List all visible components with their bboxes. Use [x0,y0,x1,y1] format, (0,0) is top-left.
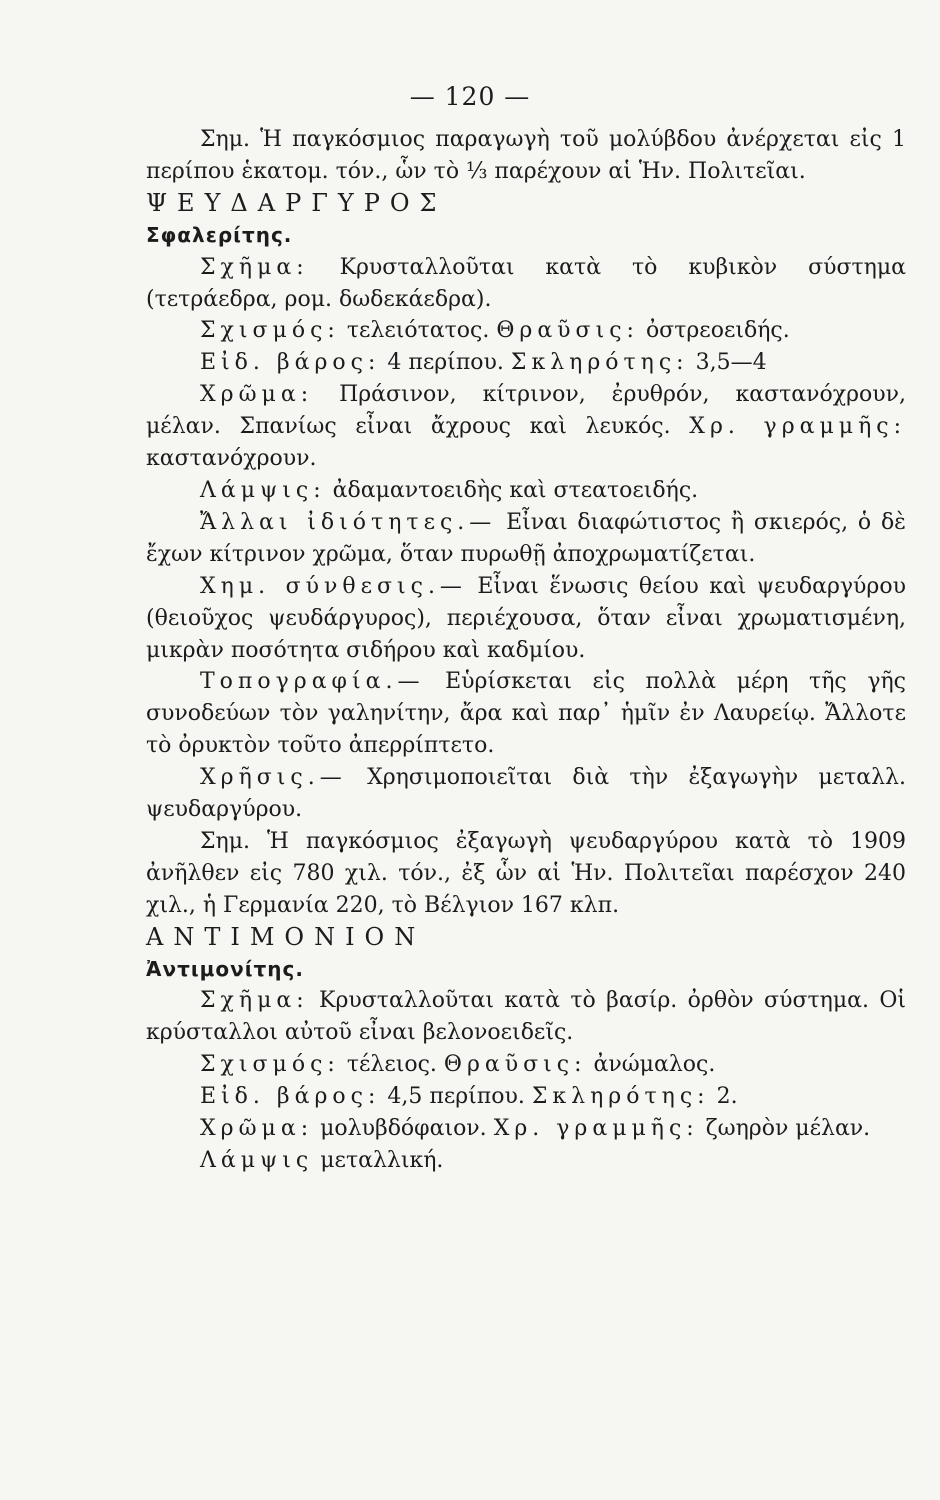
schema-text-2: Κρυσταλλοῦται κατὰ τὸ βασίρ. ὀρθὸν σύστημα. Οἱ κρύσταλλοι αὐτοῦ εἶναι βελονοειδεῖς. [146,988,906,1046]
sg-hardness-line [146,347,906,379]
fracture-label: Θραῦσις: [496,318,639,344]
hardness-label: Σκληρότης: [510,350,689,376]
topo-label: Τοπογραφία.— [200,669,425,695]
cleavage-label-2: Σχισμός: [200,1052,340,1078]
mineral-name-stibnite: Ἀντιμονίτης. [146,956,304,981]
streak-text-2: ζωηρὸν μέλαν. [705,1116,871,1142]
sg-hardness-line-2 [146,1081,906,1113]
luster-label-2: Λάμψις [200,1148,314,1173]
schema-label: Σχῆμα: [200,254,309,280]
section-title-zinc: ΨΕΥΔΑΡΓΥΡΟΣ [146,188,447,217]
luster-text-2: μεταλλική. [320,1148,444,1173]
color-label-2: Χρῶμα: [200,1116,314,1142]
other-properties-line [146,507,906,571]
cleavage-fracture-line [146,315,906,347]
color-label: Χρῶμα: [200,382,314,408]
other-label: Ἄλλαι ἰδιότητες.— [200,509,497,535]
note-text: Ἡ παγκόσμιος παραγωγὴ τοῦ μολύβδου ἀνέρχεται εἰς 1 περίπου ἑκατομ. τόν., ὧν τὸ ⅓ παρέχουν αἱ Ἡν. Πολιτεῖαι. [146,127,906,184]
production-note [146,826,906,922]
note-label: Σημ. [200,127,251,152]
streak-label-2: Χρ. γραμμῆς: [493,1116,699,1142]
schema-line [146,252,906,316]
luster-label: Λάμψις: [200,477,326,503]
cleavage-text-2: τέλειος. [346,1052,437,1078]
cleavage-label: Σχισμός: [200,318,340,344]
fracture-label-2: Θραῦσις: [443,1052,587,1078]
page-body [146,124,906,1177]
other-text: Εἶναι διαφώτιστος ἢ σκιερός, ὁ δὲ ἔχων κίτρινον χρῶμα, ὅταν πυρωθῇ ἀποχρωματίζεται. [146,509,906,567]
schema-text: Κρυσταλλοῦται κατὰ τὸ κυβικὸν σύστημα (τετράεδρα, ρομ. δωδεκάεδρα). [146,254,906,312]
chem-label: Χημ. σύνθεσις.— [200,573,467,599]
chemical-composition-line [146,571,906,667]
schema-label-2: Σχῆμα: [200,988,309,1014]
topography-line [146,666,906,762]
use-label: Χρῆσις.— [200,765,347,791]
use-text: Χρησιμοποιεῖται διὰ τὴν ἐξαγωγὴν μεταλλ. ψευδαργύρου. [146,765,906,823]
fracture-text-2: ἀνώμαλος. [593,1052,716,1078]
cleavage-text: τελειότατος. [346,318,490,344]
streak-text: καστανόχρουν. [146,446,317,472]
color-line [146,379,906,475]
luster-text: ἀδαμαντοειδὴς καὶ στεατοειδής. [332,477,699,503]
sg-text: 4 περίπου. [387,350,504,376]
topo-text: Εὑρίσκεται εἰς πολλὰ μέρη τῆς γῆς συνοδεύων τὸν γαληνίτην, ἄρα καὶ παρ᾽ ἡμῖν ἐν Λαυρείῳ. Ἄλλοτε τὸ ὀρυκτὸν τοῦτο ἀπερρίπτετο. [146,669,906,759]
section-title-antimony: ΑΝΤΙΜΟΝΙΟΝ [146,922,426,951]
sg-text-2: 4,5 περίπου. [387,1084,525,1110]
color-text: Πράσινον, κίτρινον, ἐρυθρόν, καστανόχρουν, μέλαν. Σπανίως εἶναι ἄχρους καὶ λευκός. [146,382,907,440]
production-note-label: Σημ. [200,828,251,854]
streak-label: Χρ. γραμμῆς: [689,414,906,440]
lead-note [146,124,906,188]
page-number: — 120 — [409,82,531,111]
chem-text: Εἶναι ἕνωσις θείου καὶ ψευδαργύρου (θειοῦχος ψευδάργυρος), περιέχουσα, ὅταν εἶναι χρωματισμένη, μικρὰν ποσότητα σιδήρου καὶ καδμίου. [146,573,906,663]
fracture-text: ὀστρεοειδής. [645,318,790,344]
luster-line [146,475,906,507]
luster-line-2 [146,1145,906,1177]
color-line-2 [146,1113,906,1145]
hardness-label-2: Σκληρότης: [531,1084,710,1110]
sg-label: Εἰδ. βάρος: [200,350,381,376]
hardness-text-2: 2. [716,1084,738,1110]
sg-label-2: Εἰδ. βάρος: [200,1084,381,1110]
use-line [146,762,906,826]
cleavage-fracture-line-2 [146,1049,906,1081]
production-note-text: Ἡ παγκόσμιος ἐξαγωγὴ ψευδαργύρου κατὰ τὸ 1909 ἀνῆλθεν εἰς 780 χιλ. τόν., ἐξ ὧν αἱ Ἡν. Πολιτεῖαι παρέσχον 240 χιλ., ἡ Γερμανία 220, τὸ Βέλγιον 167 κλπ. [146,828,907,918]
schema-line-2 [146,985,906,1049]
mineral-name-sphalerite: Σφαλερίτης. [146,222,293,247]
color-text-2: μολυβδόφαιον. [320,1116,487,1142]
hardness-text: 3,5—4 [695,350,767,376]
